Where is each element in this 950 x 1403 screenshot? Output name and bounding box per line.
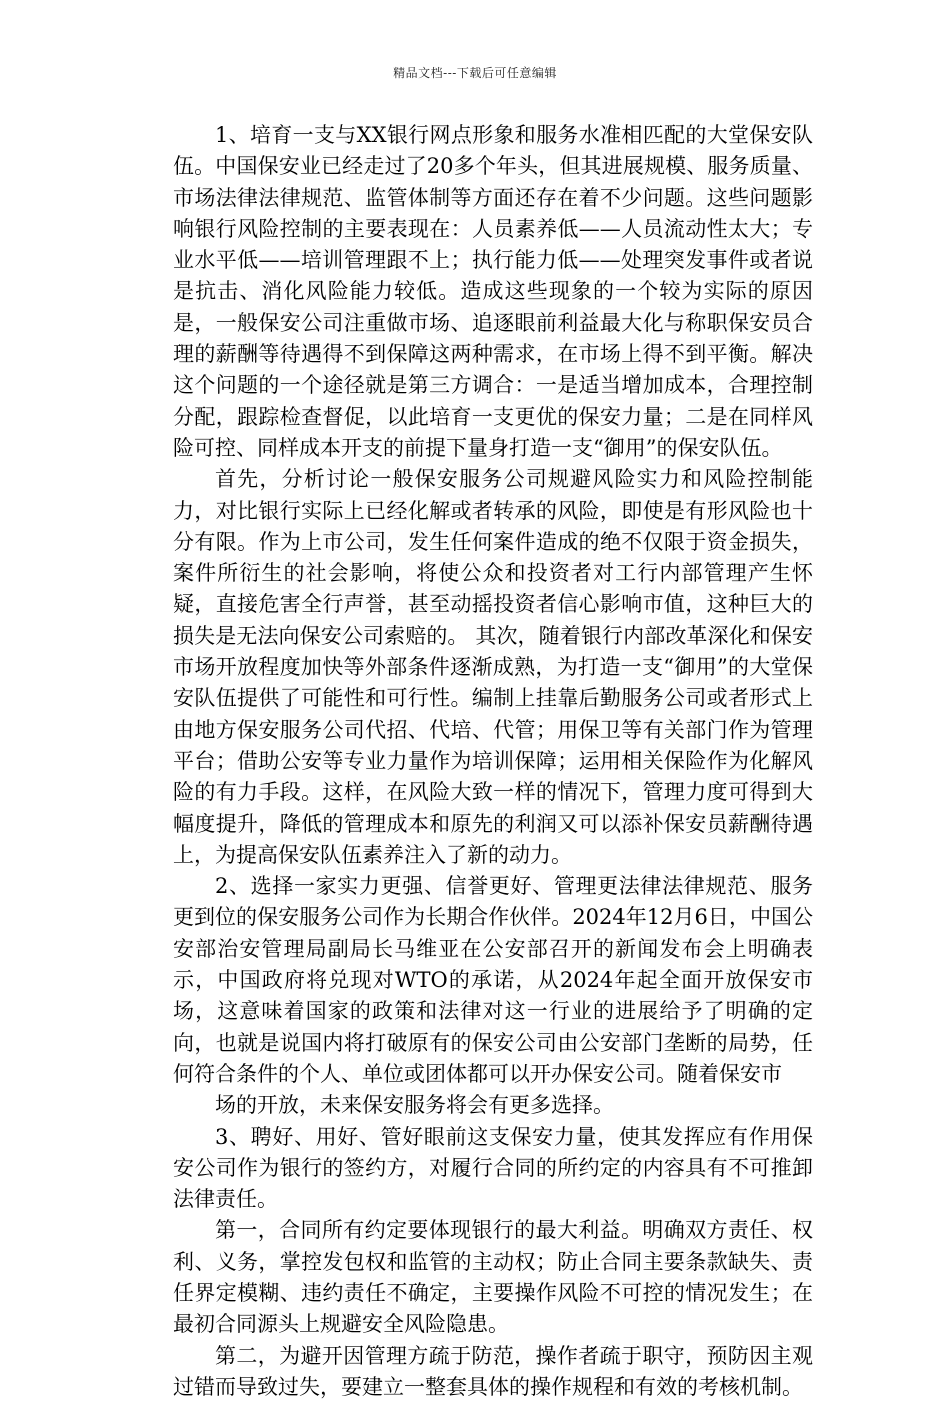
paragraph-5: 3、聘好、用好、管好眼前这支保安力量，使其发挥应有作用保安公司作为银行的签约方，对履行合同的所约定的内容具有不可推卸法律责任。 [173,1124,813,1212]
paragraph-3: 2、选择一家实力更强、信誉更好、管理更法律法律规范、服务更到位的保安服务公司作为长期合作伙伴。2024年12月6日，中国公安部治安管理局副局长马维亚在公安部召开的新闻发布会上明确表示，中国政府将兑现对WTO的承诺，从2024年起全面开放保安市场，这意味着国家的政策和法律对这一行业的进展给予了明确的定向，也就是说国内将打破原有的保安公司由公安部门垄断的局势，任何符合条件的个人、单位或团体都可以开办保安公司。随着保安市 [173,874,813,1086]
paragraph-4: 场的开放，未来保安服务将会有更多选择。 [215,1093,614,1118]
paragraph-6: 第一，合同所有约定要体现银行的最大利益。明确双方责任、权利、义务，掌控发包权和监管的主动权；防止合同主要条款缺失、责任界定模糊、违约责任不确定，主要操作风险不可控的情况发生；在最初合同源头上规避安全风险隐患。 [173,1218,813,1337]
page-header: 精品文档---下载后可任意编辑 [393,66,557,80]
paragraph-7: 第二，为避开因管理方疏于防范，操作者疏于职守，预防因主观过错而导致过失，要建立一整套具体的操作规程和有效的考核机制。 [173,1343,813,1399]
paragraph-1: 1、培育一支与XX银行网点形象和服务水准相匹配的大堂保安队伍。中国保安业已经走过了20多个年头，但其进展规模、服务质量、市场法律法律规范、监管体制等方面还存在着不少问题。这些问题影响银行风险控制的主要表现在：人员素养低——人员流动性太大；专业水平低——培训管理跟不上；执行能力低——处理突发事件或者说是抗击、消化风险能力较低。造成这些现象的一个较为实际的原因是，一般保安公司注重做市场、追逐眼前利益最大化与称职保安员合理的薪酬等待遇得不到保障这两种需求，在市场上得不到平衡。解决这个问题的一个途径就是第三方调合：一是适当增加成本，合理控制分配，跟踪检查督促，以此培育一支更优的保安力量；二是在同样风险可控、同样成本开支的前提下量身打造一支“御用”的保安队伍。 [173,123,813,460]
document-body [173,120,813,1403]
paragraph-2: 首先，分析讨论一般保安服务公司规避风险实力和风险控制能力，对比银行实际上已经化解或者转承的风险，即使是有形风险也十分有限。作为上市公司，发生任何案件造成的绝不仅限于资金损失，案件所衍生的社会影响，将使公众和投资者对工行内部管理产生怀疑，直接危害全行声誉，甚至动摇投资者信心影响市值，这种巨大的损失是无法向保安公司索赔的。 其次，随着银行内部改革深化和保安市场开放程度加快等外部条件逐渐成熟，为打造一支“御用”的大堂保安队伍提供了可能性和可行性。编制上挂靠后勤服务公司或者形式上由地方保安服务公司代招、代培、代管；用保卫等有关部门作为管理平台；借助公安等专业力量作为培训保障；运用相关保险作为化解风险的有力手段。这样，在风险大致一样的情况下，管理力度可得到大幅度提升，降低的管理成本和原先的利润又可以添补保安员薪酬待遇上，为提高保安队伍素养注入了新的动力。 [173,467,813,867]
